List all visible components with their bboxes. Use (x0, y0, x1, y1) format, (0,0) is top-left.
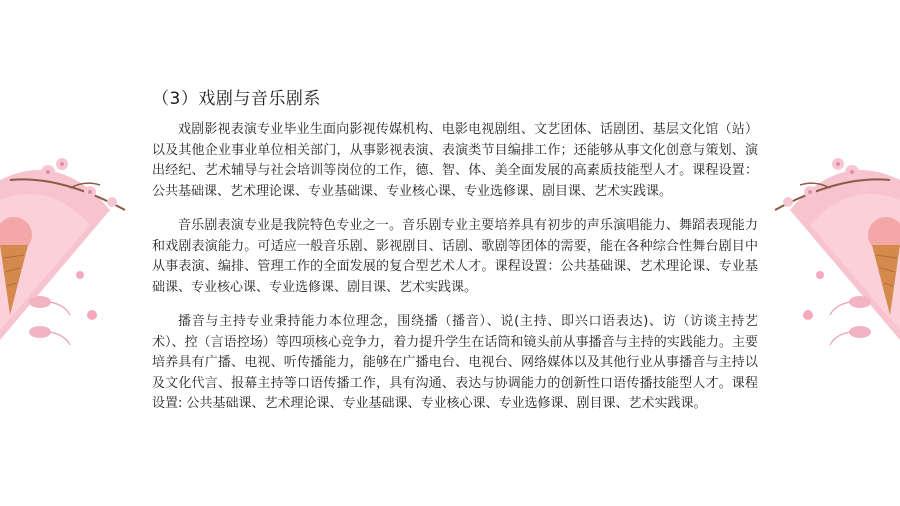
paragraph-drama-film-acting: 戏剧影视表演专业毕业生面向影视传媒机构、电影电视剧组、文艺团体、话剧团、基层文化馆（站）以及其他企业事业单位相关部门，从事影视表演、表演类节目编排工作；还能够从事文化创意与策划、演出经纪、艺术辅导与社会培训等岗位的工作，德、智、体、美全面发展的高素质技能型人才。课程设置：公共基础课、艺术理论课、专业基础课、专业核心课、专业选修课、剧目课、艺术实践课。 (152, 122, 758, 199)
content-block (152, 86, 758, 429)
section-title: （3）戏剧与音乐剧系 (152, 89, 321, 109)
left-decoration-icon (0, 140, 140, 360)
paragraph-broadcasting-hosting: 播音与主持专业秉持能力本位理念，围绕播（播音）、说(主持、即兴口语表达)、访（访谈主持艺术）、控（言语控场）等四项核心竞争力，着力提升学生在话筒和镜头前从事播音与主持的实践能力。主要培养具有广播、电视、听传播能力，能够在广播电台、电视台、网络媒体以及其他行业从事播音与主持以及文化代言、报幕主持等口语传播工作，具有沟通、表达与协调能力的创新性口语传播技能型人才。课程设置: 公共基础课、艺术理论课、专业基础课、专业核心课、专业选修课、剧目课、艺术实践课。 (152, 314, 758, 411)
right-decoration-icon (760, 140, 900, 360)
paragraph-musical-performance: 音乐剧表演专业是我院特色专业之一。音乐剧专业主要培养具有初步的声乐演唱能力、舞蹈表现能力和戏剧表演能力。可适应一般音乐剧、影视剧目、话剧、歌剧等团体的需要，能在各种综合性舞台剧目中从事表演、编排、管理工作的全面发展的复合型艺术人才。课程设置：公共基础课、艺术理论课、专业基础课、专业核心课、专业选修课、剧目课、艺术实践课。 (152, 218, 758, 295)
